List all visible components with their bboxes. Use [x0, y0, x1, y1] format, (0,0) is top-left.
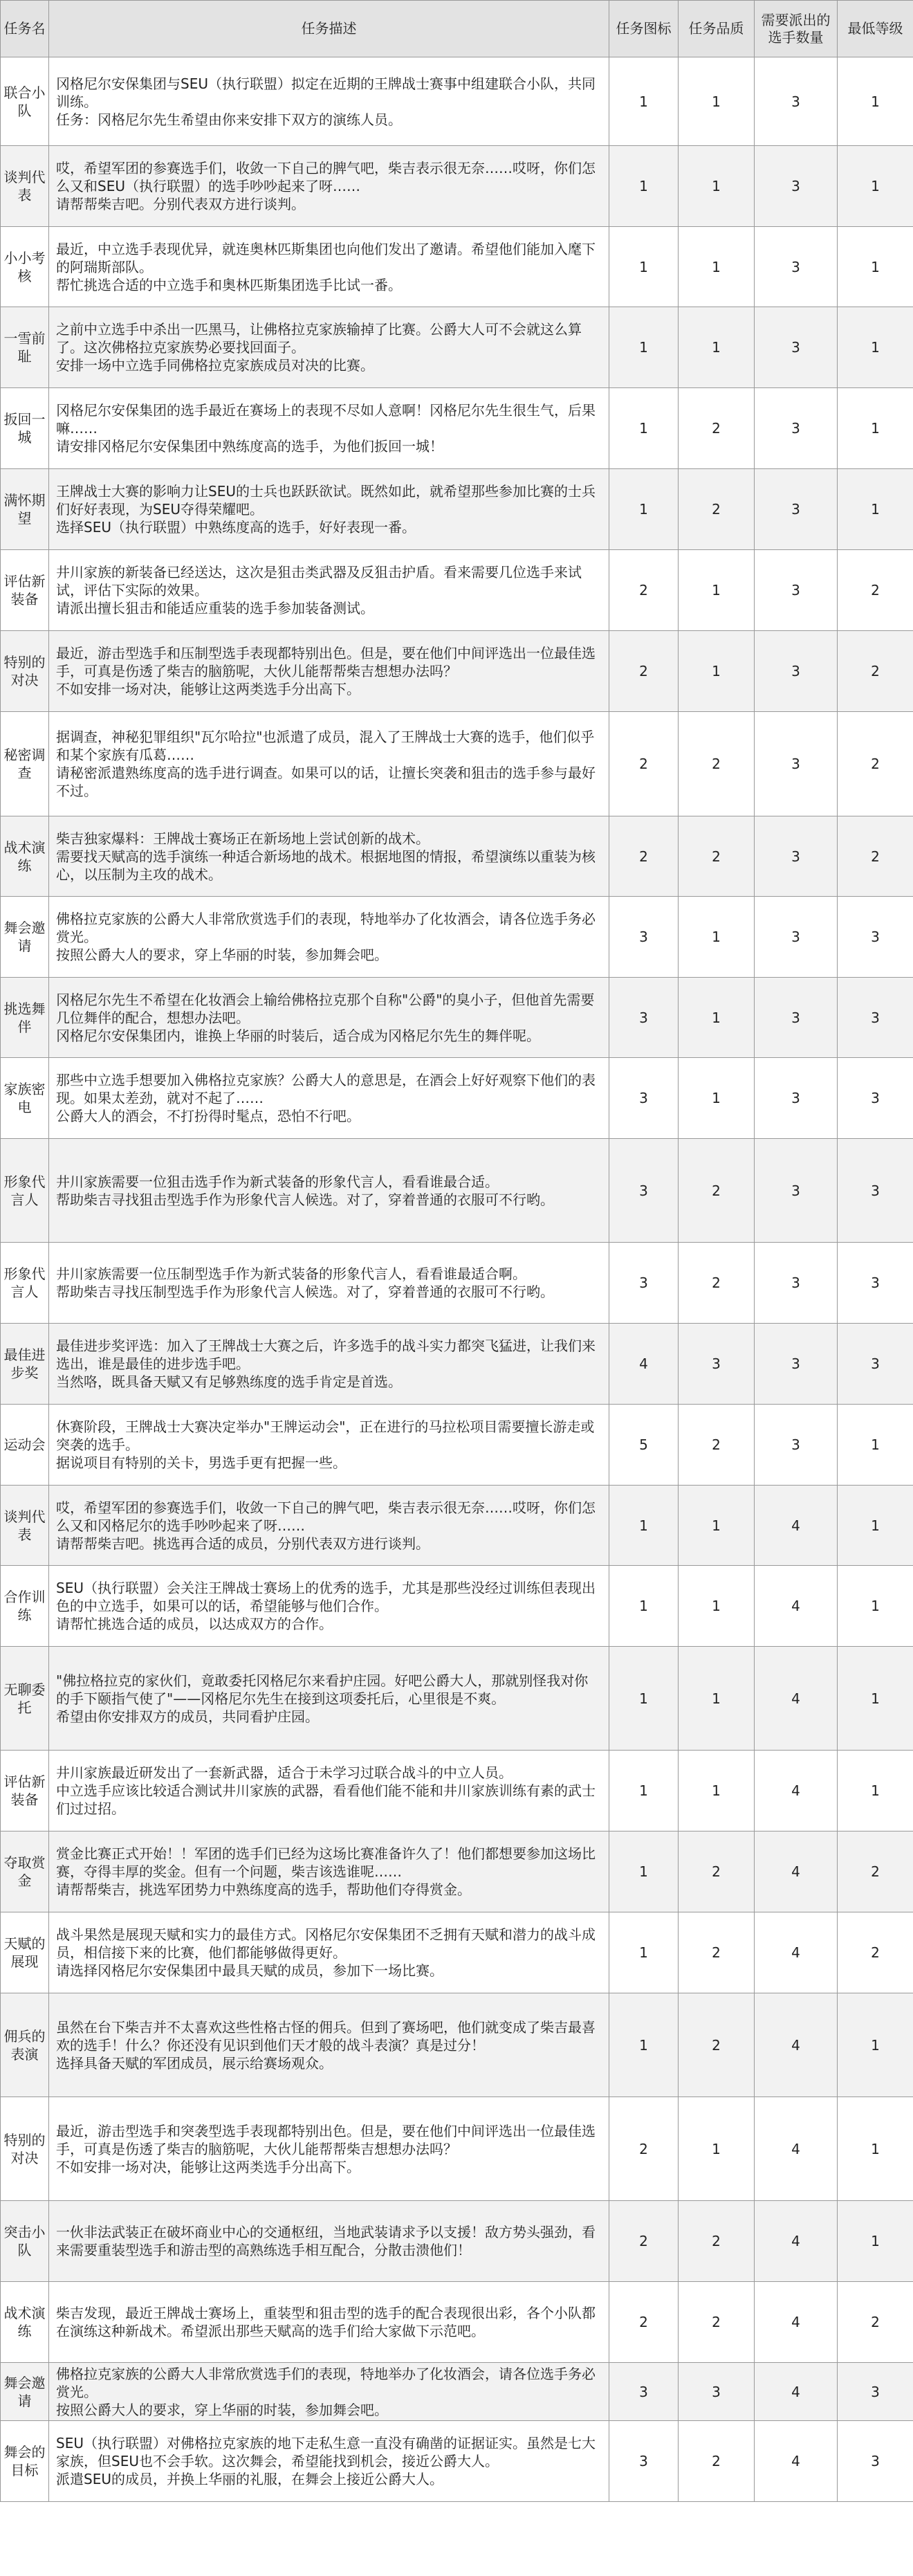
task-name-cell: 天赋的展现: [1, 1912, 49, 1993]
task-name-cell: 合作训练: [1, 1566, 49, 1647]
task-quality-cell: 1: [679, 1647, 755, 1751]
task-name-cell: 联合小队: [1, 57, 49, 146]
task-quality-cell: 2: [679, 469, 755, 550]
min-level-cell: 1: [838, 1993, 913, 2097]
task-quality-cell: 1: [679, 146, 755, 227]
min-level-cell: 2: [838, 712, 913, 816]
table-row: [1, 2097, 913, 2201]
min-level-cell: 3: [838, 2363, 913, 2421]
required-count-cell: 3: [755, 388, 838, 469]
header-row: [1, 1, 913, 57]
min-level-cell: 3: [838, 1243, 913, 1324]
task-icon-cell: 1: [609, 1912, 679, 1993]
required-count-cell: 3: [755, 897, 838, 978]
min-level-cell: 3: [838, 2421, 913, 2502]
task-quality-cell: 1: [679, 1058, 755, 1139]
task-icon-cell: 1: [609, 1831, 679, 1912]
required-count-cell: 4: [755, 2421, 838, 2502]
required-count-cell: 3: [755, 57, 838, 146]
task-name-cell: 小小考核: [1, 227, 49, 307]
header-task-description: 任务描述: [49, 1, 609, 57]
task-description-cell: 井川家族需要一位压制型选手作为新式装备的形象代言人，看看谁最适合啊。 帮助柴吉寻找压制型选手作为形象代言人候选。对了，穿着普通的衣服可不行哟。: [49, 1243, 609, 1324]
min-level-cell: 3: [838, 1324, 913, 1405]
task-quality-cell: 1: [679, 57, 755, 146]
task-name-cell: 一雪前耻: [1, 307, 49, 388]
required-count-cell: 3: [755, 712, 838, 816]
task-icon-cell: 1: [609, 57, 679, 146]
task-description-cell: 最佳进步奖评选：加入了王牌战士大赛之后，许多选手的战斗实力都突飞猛进，让我们来选出，谁是最佳的进步选手吧。 当然咯，既具备天赋又有足够熟练度的选手肯定是首选。: [49, 1324, 609, 1405]
table-row: [1, 897, 913, 978]
task-description-cell: 柴吉发现，最近王牌战士赛场上，重装型和狙击型的选手的配合表现很出彩，各个小队都在演练这种新战术。希望派出那些天赋高的选手们给大家做下示范吧。: [49, 2282, 609, 2363]
required-count-cell: 4: [755, 2097, 838, 2201]
required-count-cell: 4: [755, 1751, 838, 1831]
task-name-cell: 特别的对决: [1, 2097, 49, 2201]
task-name-cell: 评估新装备: [1, 1751, 49, 1831]
task-icon-cell: 1: [609, 1647, 679, 1751]
required-count-cell: 3: [755, 1243, 838, 1324]
required-count-cell: 4: [755, 2282, 838, 2363]
task-quality-cell: 1: [679, 978, 755, 1058]
table-row: [1, 469, 913, 550]
task-name-cell: 无聊委托: [1, 1647, 49, 1751]
task-quality-cell: 1: [679, 1566, 755, 1647]
task-description-cell: 佛格拉克家族的公爵大人非常欣赏选手们的表现，特地举办了化妆酒会，请各位选手务必赏光。 按照公爵大人的要求，穿上华丽的时装，参加舞会吧。: [49, 2363, 609, 2421]
task-icon-cell: 3: [609, 978, 679, 1058]
task-quality-cell: 1: [679, 897, 755, 978]
task-quality-cell: 1: [679, 307, 755, 388]
task-description-cell: 赏金比赛正式开始！！军团的选手们已经为这场比赛准备许久了！他们都想要参加这场比赛，夺得丰厚的奖金。但有一个问题，柴吉该选谁呢…… 请帮帮柴吉，挑选军团势力中熟练度高的选手，帮助他们夺得赏金。: [49, 1831, 609, 1912]
task-description-cell: 一伙非法武装正在破坏商业中心的交通枢纽，当地武装请求予以支援！敌方势头强劲，看来需要重装型选手和游击型的高熟练选手相互配合，分散击溃他们！: [49, 2201, 609, 2282]
task-description-cell: 那些中立选手想要加入佛格拉克家族？公爵大人的意思是，在酒会上好好观察下他们的表现。如果太差劲，就对不起了…… 公爵大人的酒会，不打扮得时髦点，恐怕不行吧。: [49, 1058, 609, 1139]
min-level-cell: 1: [838, 307, 913, 388]
task-description-cell: 哎，希望军团的参赛选手们，收敛一下自己的脾气吧，柴吉表示很无奈……哎呀，你们怎么又和SEU（执行联盟）的选手吵吵起来了呀…… 请帮帮柴吉吧。分别代表双方进行谈判。: [49, 146, 609, 227]
required-count-cell: 3: [755, 307, 838, 388]
min-level-cell: 2: [838, 631, 913, 712]
task-icon-cell: 1: [609, 307, 679, 388]
task-description-cell: 最近，游击型选手和压制型选手表现都特别出色。但是，要在他们中间评选出一位最佳选手，可真是伤透了柴吉的脑筋呢，大伙儿能帮帮柴吉想想办法吗？ 不如安排一场对决，能够让这两类选手分出高下。: [49, 631, 609, 712]
required-count-cell: 4: [755, 2363, 838, 2421]
min-level-cell: 1: [838, 1647, 913, 1751]
task-name-cell: 秘密调查: [1, 712, 49, 816]
task-icon-cell: 2: [609, 712, 679, 816]
task-quality-cell: 3: [679, 2363, 755, 2421]
required-count-cell: 3: [755, 631, 838, 712]
table-row: [1, 57, 913, 146]
task-description-cell: SEU（执行联盟）会关注王牌战士赛场上的优秀的选手，尤其是那些没经过训练但表现出色的中立选手，如果可以的话，希望能够与他们合作。 请帮忙挑选合适的成员，以达成双方的合作。: [49, 1566, 609, 1647]
task-name-cell: 形象代言人: [1, 1139, 49, 1243]
table-row: [1, 1324, 913, 1405]
min-level-cell: 2: [838, 550, 913, 631]
required-count-cell: 3: [755, 1324, 838, 1405]
required-count-cell: 3: [755, 978, 838, 1058]
min-level-cell: 3: [838, 1058, 913, 1139]
header-min-level: 最低等级: [838, 1, 913, 57]
table-row: [1, 1058, 913, 1139]
task-name-cell: 战术演练: [1, 2282, 49, 2363]
required-count-cell: 4: [755, 1647, 838, 1751]
required-count-cell: 3: [755, 550, 838, 631]
task-quality-cell: 1: [679, 550, 755, 631]
task-icon-cell: 4: [609, 1324, 679, 1405]
task-description-cell: 虽然在台下柴吉并不太喜欢这些性格古怪的佣兵。但到了赛场吧，他们就变成了柴吉最喜欢的选手！什么？你还没有见识到他们天才般的战斗表演？真是过分！ 选择具备天赋的军团成员，展示给赛场观众。: [49, 1993, 609, 2097]
table-row: [1, 227, 913, 307]
task-name-cell: 舞会邀请: [1, 2363, 49, 2421]
task-name-cell: 舞会邀请: [1, 897, 49, 978]
task-icon-cell: 2: [609, 2282, 679, 2363]
required-count-cell: 3: [755, 1058, 838, 1139]
task-name-cell: 谈判代表: [1, 146, 49, 227]
task-description-cell: 休赛阶段，王牌战士大赛决定举办"王牌运动会"，正在进行的马拉松项目需要擅长游走或突袭的选手。 据说项目有特别的关卡，男选手更有把握一些。: [49, 1405, 609, 1486]
header-task-name: 任务名: [1, 1, 49, 57]
table-row: [1, 1647, 913, 1751]
task-quality-cell: 2: [679, 1993, 755, 2097]
table-row: [1, 1486, 913, 1566]
task-quality-cell: 1: [679, 1486, 755, 1566]
table-row: [1, 978, 913, 1058]
min-level-cell: 2: [838, 2282, 913, 2363]
task-icon-cell: 3: [609, 1139, 679, 1243]
min-level-cell: 3: [838, 1139, 913, 1243]
min-level-cell: 1: [838, 227, 913, 307]
task-description-cell: 井川家族最近研发出了一套新武器，适合于未学习过联合战斗的中立人员。 中立选手应该比较适合测试井川家族的武器，看看他们能不能和井川家族训练有素的武士们过过招。: [49, 1751, 609, 1831]
table-row: [1, 2201, 913, 2282]
table-row: [1, 388, 913, 469]
min-level-cell: 1: [838, 1751, 913, 1831]
header-task-quality: 任务品质: [679, 1, 755, 57]
table-row: [1, 2282, 913, 2363]
required-count-cell: 4: [755, 1993, 838, 2097]
task-description-cell: 之前中立选手中杀出一匹黑马，让佛格拉克家族输掉了比赛。公爵大人可不会就这么算了。这次佛格拉克家族势必要找回面子。 安排一场中立选手同佛格拉克家族成员对决的比赛。: [49, 307, 609, 388]
required-count-cell: 4: [755, 1912, 838, 1993]
task-icon-cell: 1: [609, 1993, 679, 2097]
task-quality-cell: 3: [679, 1324, 755, 1405]
required-count-cell: 4: [755, 2201, 838, 2282]
task-description-cell: 王牌战士大赛的影响力让SEU的士兵也跃跃欲试。既然如此，就希望那些参加比赛的士兵们好好表现，为SEU夺得荣耀吧。 选择SEU（执行联盟）中熟练度高的选手，好好表现一番。: [49, 469, 609, 550]
task-description-cell: 据调查，神秘犯罪组织"瓦尔哈拉"也派遣了成员，混入了王牌战士大赛的选手，他们似乎和某个家族有瓜葛…… 请秘密派遣熟练度高的选手进行调查。如果可以的话，让擅长突袭和狙击的选手参与最好不过。: [49, 712, 609, 816]
task-description-cell: SEU（执行联盟）对佛格拉克家族的地下走私生意一直没有确凿的证据证实。虽然是七大家族，但SEU也不会手软。这次舞会，希望能找到机会，接近公爵大人。 派遣SEU的成员，并换上华丽的礼服，在舞会上接近公爵大人。: [49, 2421, 609, 2502]
task-icon-cell: 3: [609, 2363, 679, 2421]
required-count-cell: 3: [755, 816, 838, 897]
task-name-cell: 挑选舞伴: [1, 978, 49, 1058]
table-row: [1, 1139, 913, 1243]
task-quality-cell: 1: [679, 631, 755, 712]
task-icon-cell: 1: [609, 388, 679, 469]
table-row: [1, 712, 913, 816]
task-description-cell: 最近，中立选手表现优异，就连奥林匹斯集团也向他们发出了邀请。希望他们能加入麾下的阿瑞斯部队。 帮忙挑选合适的中立选手和奥林匹斯集团选手比试一番。: [49, 227, 609, 307]
task-description-cell: 冈格尼尔安保集团的选手最近在赛场上的表现不尽如人意啊！冈格尼尔先生很生气，后果嘛…… 请安排冈格尼尔安保集团中熟练度高的选手，为他们扳回一城！: [49, 388, 609, 469]
min-level-cell: 1: [838, 388, 913, 469]
min-level-cell: 1: [838, 57, 913, 146]
task-name-cell: 谈判代表: [1, 1486, 49, 1566]
task-quality-cell: 1: [679, 227, 755, 307]
table-row: [1, 816, 913, 897]
task-name-cell: 家族密电: [1, 1058, 49, 1139]
task-name-cell: 特别的对决: [1, 631, 49, 712]
table-row: [1, 146, 913, 227]
task-name-cell: 战术演练: [1, 816, 49, 897]
task-quality-cell: 2: [679, 1831, 755, 1912]
task-icon-cell: 3: [609, 897, 679, 978]
min-level-cell: 2: [838, 1831, 913, 1912]
table-row: [1, 1993, 913, 2097]
required-count-cell: 4: [755, 1566, 838, 1647]
required-count-cell: 3: [755, 469, 838, 550]
task-quality-cell: 1: [679, 1751, 755, 1831]
task-icon-cell: 3: [609, 2421, 679, 2502]
task-quality-cell: 2: [679, 1912, 755, 1993]
task-icon-cell: 2: [609, 631, 679, 712]
task-icon-cell: 3: [609, 1243, 679, 1324]
min-level-cell: 3: [838, 897, 913, 978]
table-row: [1, 1243, 913, 1324]
task-icon-cell: 1: [609, 1486, 679, 1566]
task-description-cell: "佛拉格拉克的家伙们，竟敢委托冈格尼尔来看护庄园。好吧公爵大人，那就别怪我对你的手下颐指气使了"——冈格尼尔先生在接到这项委托后，心里很是不爽。 希望由你安排双方的成员，共同看护庄园。: [49, 1647, 609, 1751]
min-level-cell: 1: [838, 2201, 913, 2282]
task-name-cell: 突击小队: [1, 2201, 49, 2282]
table-row: [1, 2421, 913, 2502]
task-name-cell: 满怀期望: [1, 469, 49, 550]
task-description-cell: 井川家族需要一位狙击选手作为新式装备的形象代言人，看看谁最合适。 帮助柴吉寻找狙击型选手作为形象代言人候选。对了，穿着普通的衣服可不行哟。: [49, 1139, 609, 1243]
header-required-count: 需要派出的选手数量: [755, 1, 838, 57]
min-level-cell: 1: [838, 1486, 913, 1566]
task-description-cell: 冈格尼尔先生不希望在化妆酒会上输给佛格拉克那个自称"公爵"的臭小子，但他首先需要几位舞伴的配合，想想办法吧。 冈格尼尔安保集团内，谁换上华丽的时装后，适合成为冈格尼尔先生的舞伴呢。: [49, 978, 609, 1058]
task-quality-cell: 2: [679, 1243, 755, 1324]
required-count-cell: 4: [755, 1831, 838, 1912]
task-description-cell: 哎，希望军团的参赛选手们，收敛一下自己的脾气吧，柴吉表示很无奈……哎呀，你们怎么又和冈格尼尔的选手吵吵起来了呀…… 请帮帮柴吉吧。挑选再合适的成员，分别代表双方进行谈判。: [49, 1486, 609, 1566]
task-icon-cell: 2: [609, 550, 679, 631]
task-name-cell: 形象代言人: [1, 1243, 49, 1324]
table-row: [1, 1912, 913, 1993]
required-count-cell: 3: [755, 227, 838, 307]
task-icon-cell: 2: [609, 816, 679, 897]
table-row: [1, 1831, 913, 1912]
task-quality-cell: 2: [679, 1405, 755, 1486]
task-icon-cell: 2: [609, 2201, 679, 2282]
min-level-cell: 1: [838, 469, 913, 550]
min-level-cell: 1: [838, 146, 913, 227]
task-description-cell: 柴吉独家爆料：王牌战士赛场正在新场地上尝试创新的战术。 需要找天赋高的选手演练一种适合新场地的战术。根据地图的情报，希望演练以重装为核心，以压制为主攻的战术。: [49, 816, 609, 897]
min-level-cell: 1: [838, 1566, 913, 1647]
task-name-cell: 佣兵的表演: [1, 1993, 49, 2097]
table-row: [1, 1405, 913, 1486]
table-row: [1, 2363, 913, 2421]
task-name-cell: 运动会: [1, 1405, 49, 1486]
required-count-cell: 3: [755, 146, 838, 227]
task-quality-cell: 2: [679, 2421, 755, 2502]
task-description-cell: 井川家族的新装备已经送达，这次是狙击类武器及反狙击护盾。看来需要几位选手来试试，评估下实际的效果。 请派出擅长狙击和能适应重装的选手参加装备测试。: [49, 550, 609, 631]
header-task-icon: 任务图标: [609, 1, 679, 57]
task-description-cell: 佛格拉克家族的公爵大人非常欣赏选手们的表现，特地举办了化妆酒会，请各位选手务必赏光。 按照公爵大人的要求，穿上华丽的时装，参加舞会吧。: [49, 897, 609, 978]
required-count-cell: 3: [755, 1405, 838, 1486]
task-name-cell: 评估新装备: [1, 550, 49, 631]
task-name-cell: 最佳进步奖: [1, 1324, 49, 1405]
task-quality-cell: 2: [679, 388, 755, 469]
task-quality-cell: 2: [679, 816, 755, 897]
table-row: [1, 1751, 913, 1831]
min-level-cell: 3: [838, 978, 913, 1058]
task-icon-cell: 1: [609, 146, 679, 227]
task-icon-cell: 1: [609, 1751, 679, 1831]
task-quality-cell: 2: [679, 2201, 755, 2282]
task-icon-cell: 3: [609, 1058, 679, 1139]
required-count-cell: 4: [755, 1486, 838, 1566]
task-icon-cell: 1: [609, 1566, 679, 1647]
table-row: [1, 1566, 913, 1647]
task-quality-cell: 2: [679, 712, 755, 816]
task-quality-cell: 2: [679, 1139, 755, 1243]
table-row: [1, 307, 913, 388]
task-description-cell: 战斗果然是展现天赋和实力的最佳方式。冈格尼尔安保集团不乏拥有天赋和潜力的战斗成员，相信接下来的比赛，他们都能够做得更好。 请选择冈格尼尔安保集团中最具天赋的成员，参加下一场比赛。: [49, 1912, 609, 1993]
task-icon-cell: 5: [609, 1405, 679, 1486]
task-icon-cell: 1: [609, 227, 679, 307]
task-description-cell: 最近，游击型选手和突袭型选手表现都特别出色。但是，要在他们中间评选出一位最佳选手，可真是伤透了柴吉的脑筋呢，大伙儿能帮帮柴吉想想办法吗？ 不如安排一场对决，能够让这两类选手分出高下。: [49, 2097, 609, 2201]
min-level-cell: 1: [838, 1405, 913, 1486]
task-name-cell: 扳回一城: [1, 388, 49, 469]
task-icon-cell: 1: [609, 469, 679, 550]
task-name-cell: 夺取赏金: [1, 1831, 49, 1912]
task-quality-cell: 2: [679, 2282, 755, 2363]
table-row: [1, 550, 913, 631]
table-row: [1, 631, 913, 712]
min-level-cell: 1: [838, 2097, 913, 2201]
task-description-cell: 冈格尼尔安保集团与SEU（执行联盟）拟定在近期的王牌战士赛事中组建联合小队，共同训练。 任务：冈格尼尔先生希望由你来安排下双方的演练人员。: [49, 57, 609, 146]
task-quality-cell: 1: [679, 2097, 755, 2201]
task-icon-cell: 2: [609, 2097, 679, 2201]
min-level-cell: 2: [838, 1912, 913, 1993]
task-name-cell: 舞会的目标: [1, 2421, 49, 2502]
min-level-cell: 2: [838, 816, 913, 897]
required-count-cell: 3: [755, 1139, 838, 1243]
